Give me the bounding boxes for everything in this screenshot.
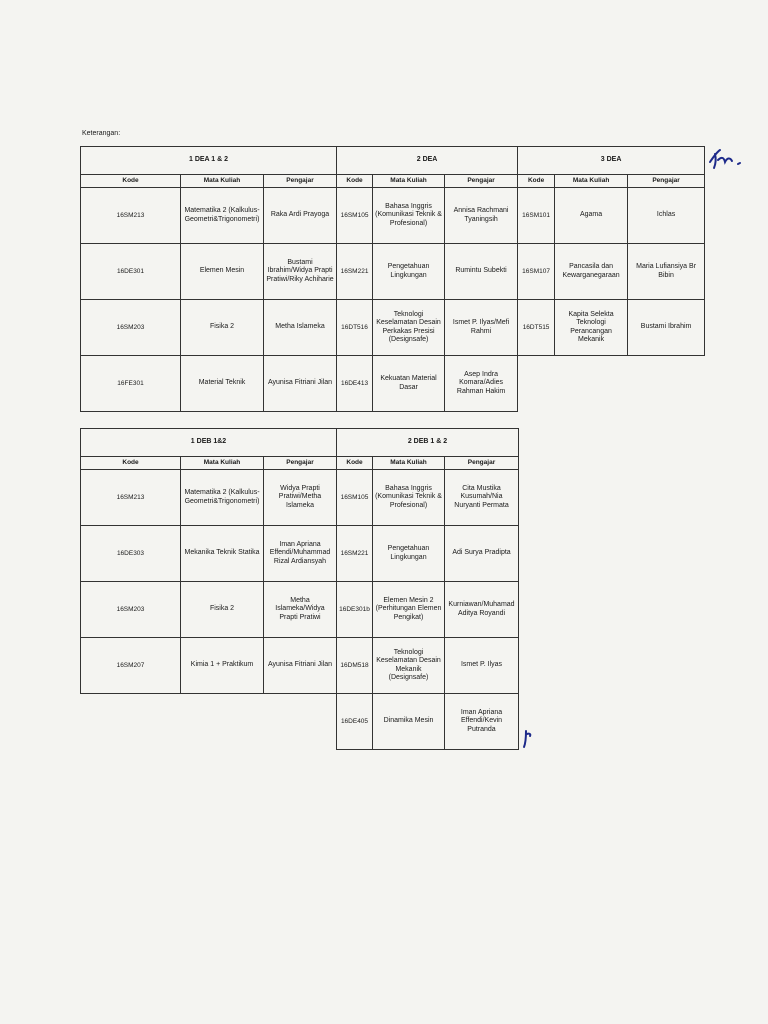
lecturer: Rumintu Subekti bbox=[445, 244, 518, 300]
table-row bbox=[81, 244, 705, 300]
course-code: 16SM213 bbox=[81, 188, 181, 244]
lecturer: Cita Mustika Kusumah/Nia Nuryanti Permata bbox=[445, 470, 519, 526]
lecturer: Kurniawan/Muhamad Aditya Royandi bbox=[445, 582, 519, 638]
course-name: Fisika 2 bbox=[181, 582, 264, 638]
course-code: 16SM107 bbox=[518, 244, 555, 300]
column-header-mata-kuliah: Mata Kuliah bbox=[373, 175, 445, 188]
column-header-kode: Kode bbox=[518, 175, 555, 188]
group-header: 2 DEB 1 & 2 bbox=[337, 429, 519, 457]
course-code: 16DE405 bbox=[337, 694, 373, 750]
schedule-table-2 bbox=[80, 428, 519, 750]
schedule-table-1 bbox=[80, 146, 705, 412]
course-name: Kapita Selekta Teknologi Perancangan Mekanik bbox=[555, 300, 628, 356]
course-name: Pengetahuan Lingkungan bbox=[373, 244, 445, 300]
lecturer: Ismet P. Ilyas bbox=[445, 638, 519, 694]
group-header: 2 DEA bbox=[337, 147, 518, 175]
course-name: Elemen Mesin bbox=[181, 244, 264, 300]
column-header-pengajar: Pengajar bbox=[445, 457, 519, 470]
handwritten-initial-mark bbox=[708, 148, 748, 170]
group-header: 1 DEB 1&2 bbox=[81, 429, 337, 457]
column-header-pengajar: Pengajar bbox=[628, 175, 705, 188]
table-row bbox=[81, 694, 519, 750]
course-name: Pengetahuan Lingkungan bbox=[373, 526, 445, 582]
course-code: 16SM221 bbox=[337, 526, 373, 582]
empty-cell bbox=[81, 694, 337, 750]
table-row bbox=[81, 188, 705, 244]
column-header-kode: Kode bbox=[81, 457, 181, 470]
course-code: 16DE301 bbox=[81, 244, 181, 300]
lecturer: Ayunisa Fitriani Jilan bbox=[264, 356, 337, 412]
column-header-kode: Kode bbox=[337, 457, 373, 470]
course-code: 16DE413 bbox=[337, 356, 373, 412]
course-code: 16SM203 bbox=[81, 300, 181, 356]
course-name: Kimia 1 + Praktikum bbox=[181, 638, 264, 694]
lecturer: Maria Lufiansiya Br Bibin bbox=[628, 244, 705, 300]
course-code: 16DE303 bbox=[81, 526, 181, 582]
course-name: Material Teknik bbox=[181, 356, 264, 412]
course-name: Bahasa Inggris (Komunikasi Teknik & Profesional) bbox=[373, 188, 445, 244]
course-name: Mekanika Teknik Statika bbox=[181, 526, 264, 582]
lecturer: Ichlas bbox=[628, 188, 705, 244]
course-code: 16SM105 bbox=[337, 188, 373, 244]
lecturer: Metha Islameka bbox=[264, 300, 337, 356]
course-code: 16FE301 bbox=[81, 356, 181, 412]
course-name: Matematika 2 (Kalkulus-Geometri&Trigonometri) bbox=[181, 470, 264, 526]
group-header: 3 DEA bbox=[518, 147, 705, 175]
course-code: 16SM101 bbox=[518, 188, 555, 244]
lecturer: Annisa Rachmani Tyaningsih bbox=[445, 188, 518, 244]
group-header: 1 DEA 1 & 2 bbox=[81, 147, 337, 175]
course-name: Matematika 2 (Kalkulus-Geometri&Trigonometri) bbox=[181, 188, 264, 244]
lecturer: Raka Ardi Prayoga bbox=[264, 188, 337, 244]
course-name: Bahasa Inggris (Komunikasi Teknik & Profesional) bbox=[373, 470, 445, 526]
column-header-pengajar: Pengajar bbox=[264, 457, 337, 470]
table-row bbox=[81, 582, 519, 638]
course-code: 16DE301b bbox=[337, 582, 373, 638]
column-header-kode: Kode bbox=[81, 175, 181, 188]
lecturer: Metha Islameka/Widya Prapti Pratiwi bbox=[264, 582, 337, 638]
column-header-kode: Kode bbox=[337, 175, 373, 188]
column-header-mata-kuliah: Mata Kuliah bbox=[181, 175, 264, 188]
lecturer: Bustami Ibrahim/Widya Prapti Pratiwi/Riky Achiharie bbox=[264, 244, 337, 300]
lecturer: Widya Prapti Pratiwi/Metha Islameka bbox=[264, 470, 337, 526]
course-code: 16SM105 bbox=[337, 470, 373, 526]
lecturer: Ismet P. Ilyas/Mefi Rahmi bbox=[445, 300, 518, 356]
column-header-mata-kuliah: Mata Kuliah bbox=[555, 175, 628, 188]
table-row bbox=[81, 638, 519, 694]
empty-cell bbox=[518, 356, 705, 412]
lecturer: Ayunisa Fitriani Jilan bbox=[264, 638, 337, 694]
course-name: Teknologi Keselamatan Desain Mekanik (Designsafe) bbox=[373, 638, 445, 694]
course-name: Elemen Mesin 2 (Perhitungan Elemen Pengikat) bbox=[373, 582, 445, 638]
course-name: Kekuatan Material Dasar bbox=[373, 356, 445, 412]
course-code: 16DT516 bbox=[337, 300, 373, 356]
lecturer: Adi Surya Pradipta bbox=[445, 526, 519, 582]
course-name: Fisika 2 bbox=[181, 300, 264, 356]
course-name: Teknologi Keselamatan Desain Perkakas Presisi (Designsafe) bbox=[373, 300, 445, 356]
course-code: 16SM207 bbox=[81, 638, 181, 694]
course-code: 16SM203 bbox=[81, 582, 181, 638]
table-row bbox=[81, 526, 519, 582]
course-name: Dinamika Mesin bbox=[373, 694, 445, 750]
table-row bbox=[81, 300, 705, 356]
course-code: 16SM221 bbox=[337, 244, 373, 300]
lecturer: Bustami Ibrahim bbox=[628, 300, 705, 356]
handwritten-initial-mark bbox=[518, 728, 534, 750]
caption: Keterangan: bbox=[82, 130, 121, 137]
course-name: Agama bbox=[555, 188, 628, 244]
column-header-pengajar: Pengajar bbox=[445, 175, 518, 188]
table-row bbox=[81, 470, 519, 526]
course-code: 16DM518 bbox=[337, 638, 373, 694]
column-header-mata-kuliah: Mata Kuliah bbox=[181, 457, 264, 470]
lecturer: Asep Indra Komara/Adies Rahman Hakim bbox=[445, 356, 518, 412]
course-code: 16SM213 bbox=[81, 470, 181, 526]
course-code: 16DT515 bbox=[518, 300, 555, 356]
column-header-pengajar: Pengajar bbox=[264, 175, 337, 188]
column-header-mata-kuliah: Mata Kuliah bbox=[373, 457, 445, 470]
lecturer: Iman Apriana Effendi/Kevin Putranda bbox=[445, 694, 519, 750]
course-name: Pancasila dan Kewarganegaraan bbox=[555, 244, 628, 300]
lecturer: Iman Apriana Effendi/Muhammad Rizal Ardiansyah bbox=[264, 526, 337, 582]
table-row bbox=[81, 356, 705, 412]
